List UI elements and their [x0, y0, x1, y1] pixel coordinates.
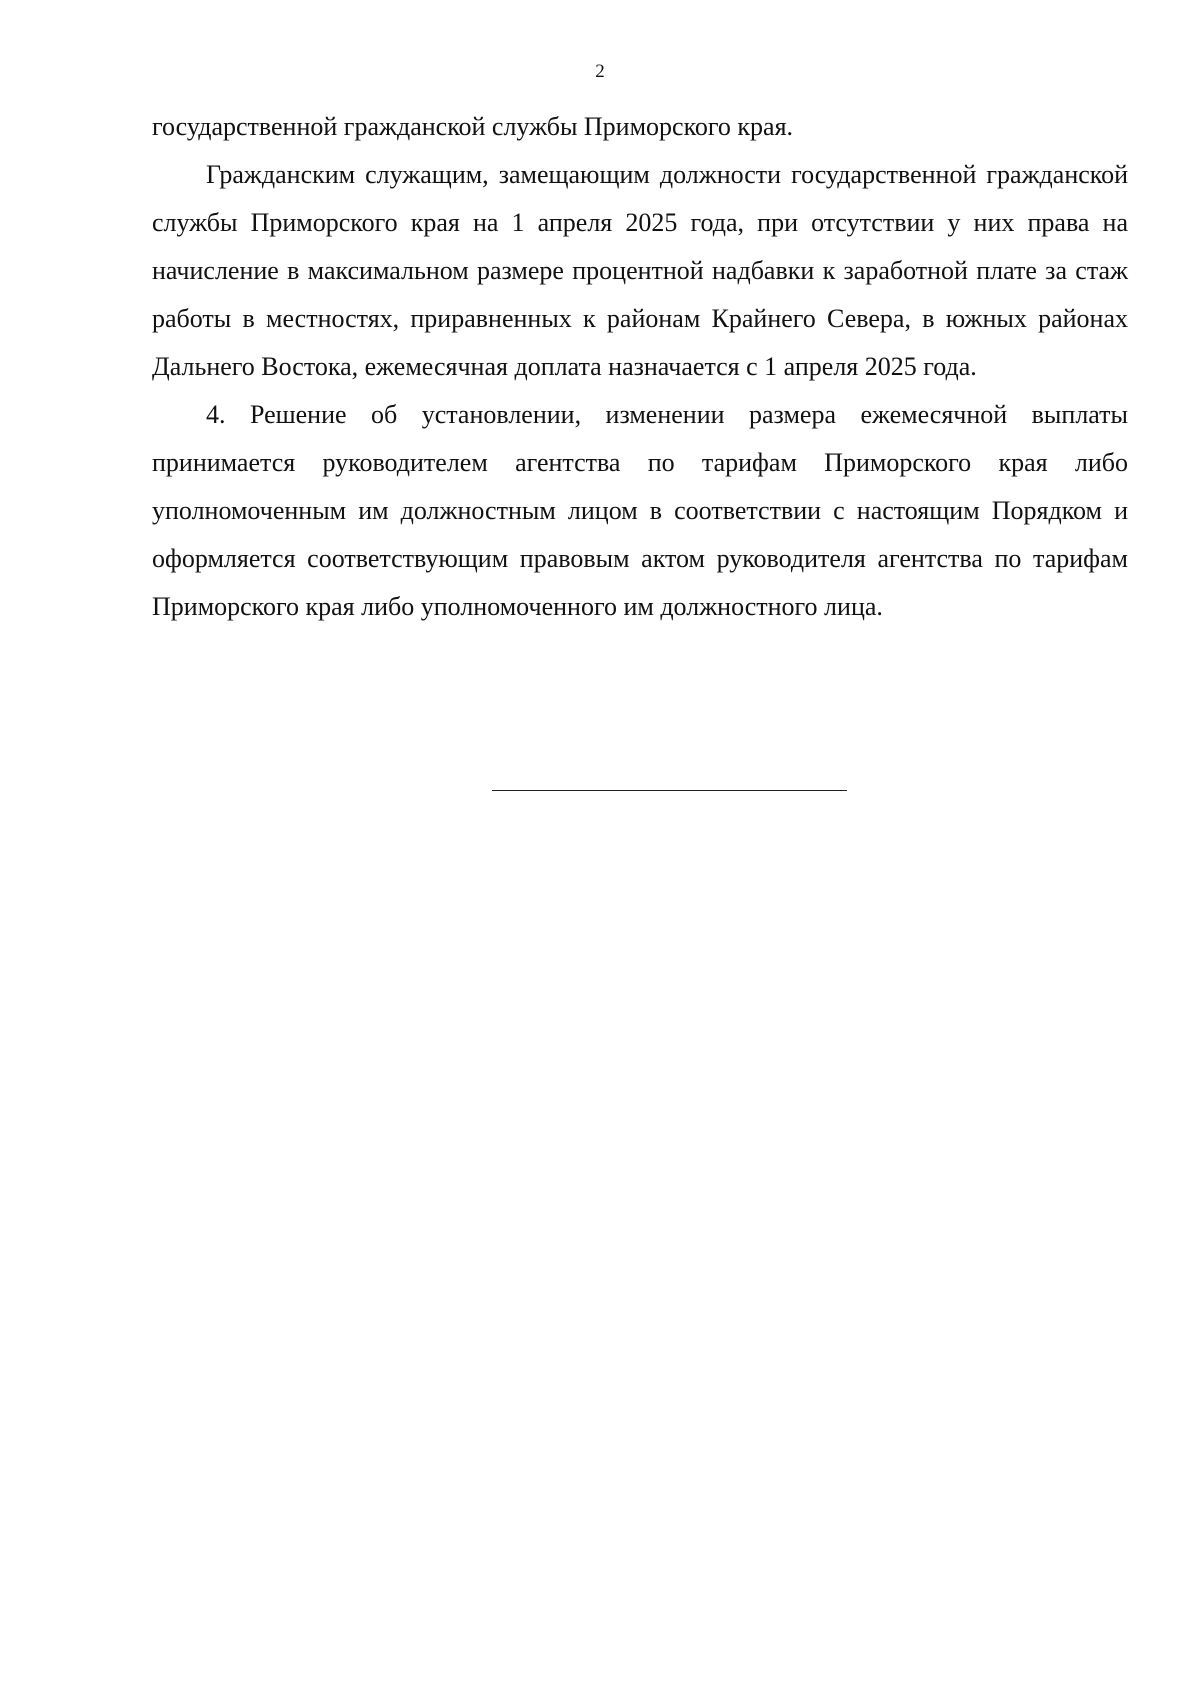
page-number: 2: [595, 61, 605, 82]
paragraph-civil-servants: Гражданским служащим, замещающим должности государственной гражданской службы Приморского края на 1 апреля 2025 года, при отсутствии у них права на начисление в максимальном размере процентной надбавки к заработной плате за стаж работы в местностях, приравненных к районам Крайнего Севера, в южных районах Дальнего Востока, ежемесячная доплата назначается с 1 апреля 2025 года.: [152, 160, 1128, 381]
paragraph-continuation: государственной гражданской службы Приморского края.: [152, 112, 794, 141]
paragraph-item-4: 4. Решение об установлении, изменении размера ежемесячной выплаты принимается руководителем агентства по тарифам Приморского края либо уполномоченным им должностным лицом в соответствии с настоящим Порядком и оформляется соответствующим правовым актом руководителя агентства по тарифам Приморского края либо уполномоченного им должностного лица.: [152, 400, 1128, 621]
document-body: [152, 103, 1128, 631]
closing-rule: [492, 790, 847, 791]
